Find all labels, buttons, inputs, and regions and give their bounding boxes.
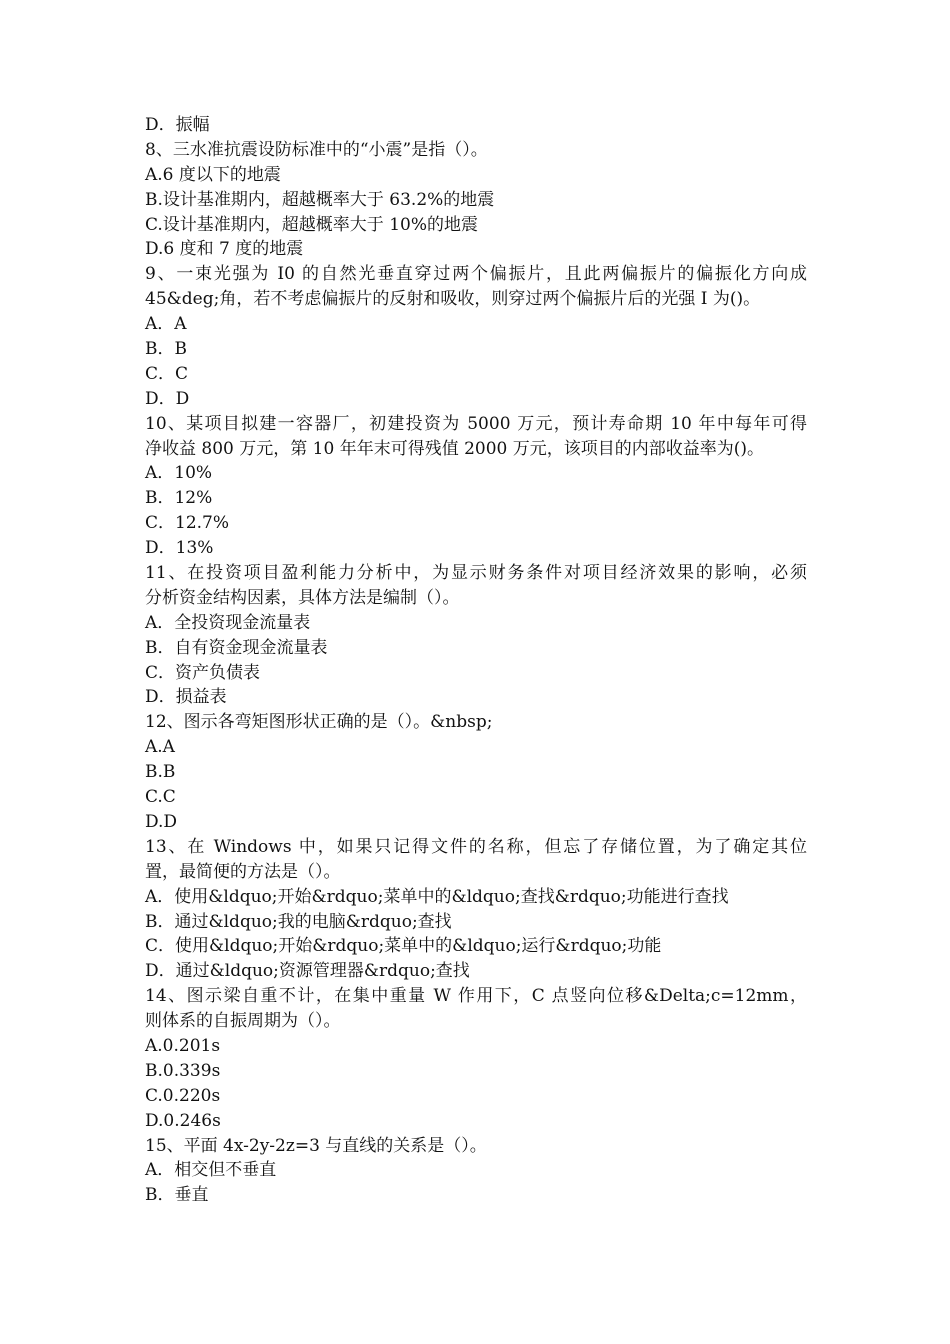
question-11-option-b: B．自有资金现金流量表: [145, 637, 328, 658]
question-10-option-d: D．13%: [145, 538, 214, 559]
question-14-option-c: C.0.220s: [145, 1085, 221, 1106]
question-14-option-b: B.0.339s: [145, 1060, 221, 1081]
question-9-option-b: B．B: [145, 339, 187, 360]
question-13-stem-line-1: 13、在 Windows 中，如果只记得文件的名称，但忘了存储位置，为了确定其位: [145, 836, 807, 857]
question-12-option-d: D.D: [145, 811, 178, 832]
question-12-option-c: C.C: [145, 787, 176, 808]
question-13-stem-line-2: 置，最简便的方法是（）。: [145, 861, 341, 882]
question-10-stem-line-2: 净收益 800 万元，第 10 年年末可得残值 2000 万元，该项目的内部收益率为()。: [145, 438, 765, 459]
question-15-stem: 15、平面 4x-2y-2z=3 与直线的关系是（）。: [145, 1135, 487, 1156]
question-11-option-a: A．全投资现金流量表: [145, 612, 311, 633]
question-14-option-d: D.0.246s: [145, 1110, 221, 1131]
question-13-option-c: C．使用&ldquo;开始&rdquo;菜单中的&ldquo;运行&rdquo;功能: [145, 936, 662, 957]
question-11-option-d: D．损益表: [145, 687, 227, 708]
question-13-option-d: D．通过&ldquo;资源管理器&rdquo;查找: [145, 961, 470, 982]
question-10-option-c: C．12.7%: [145, 513, 230, 534]
question-14-stem-line-2: 则体系的自振周期为（）。: [145, 1011, 341, 1032]
question-12-stem: 12、图示各弯矩图形状正确的是（）。&nbsp;: [145, 712, 493, 733]
question-11-stem-line-2: 分析资金结构因素，具体方法是编制（）。: [145, 587, 460, 608]
question-11-stem-line-1: 11、在投资项目盈利能力分析中，为显示财务条件对项目经济效果的影响，必须: [145, 563, 807, 584]
question-10-option-b: B．12%: [145, 488, 213, 509]
question-13-option-a: A．使用&ldquo;开始&rdquo;菜单中的&ldquo;查找&rdquo;功能进行查找: [145, 886, 729, 907]
question-8-option-d: D.6 度和 7 度的地震: [145, 239, 304, 260]
question-15-option-b: B．垂直: [145, 1185, 209, 1206]
text-line: D．振幅: [145, 115, 210, 135]
question-15-option-a: A．相交但不垂直: [145, 1160, 277, 1181]
question-8-option-c: C.设计基准期内，超越概率大于 10%的地震: [145, 214, 478, 235]
question-14-option-a: A.0.201s: [145, 1035, 221, 1056]
question-9-stem-line-1: 9、一束光强为 I0 的自然光垂直穿过两个偏振片，且此两偏振片的偏振化方向成: [145, 264, 807, 285]
question-14-stem-line-1: 14、图示梁自重不计，在集中重量 W 作用下，C 点竖向位移&Delta;c=12mm，: [145, 986, 807, 1007]
question-9-option-c: C．C: [145, 363, 189, 384]
question-13-option-b: B．通过&ldquo;我的电脑&rdquo;查找: [145, 911, 452, 932]
question-8-option-b: B.设计基准期内，超越概率大于 63.2%的地震: [145, 189, 495, 210]
question-10-stem-line-1: 10、某项目拟建一容器厂，初建投资为 5000 万元，预计寿命期 10 年中每年可得: [145, 413, 807, 434]
question-9-option-d: D．D: [145, 388, 190, 409]
question-11-option-c: C．资产负债表: [145, 662, 261, 683]
question-12-option-a: A.A: [145, 737, 175, 758]
question-8-stem: 8、三水准抗震设防标准中的“小震”是指（）。: [145, 139, 488, 160]
document-body: [145, 113, 807, 1208]
question-8-option-a: A.6 度以下的地震: [145, 164, 281, 185]
question-9-stem-line-2: 45&deg;角，若不考虑偏振片的反射和吸收，则穿过两个偏振片后的光强 I 为()。: [145, 289, 761, 310]
question-10-option-a: A．10%: [145, 463, 213, 484]
question-9-option-a: A．A: [145, 314, 187, 335]
question-12-option-b: B.B: [145, 762, 176, 783]
